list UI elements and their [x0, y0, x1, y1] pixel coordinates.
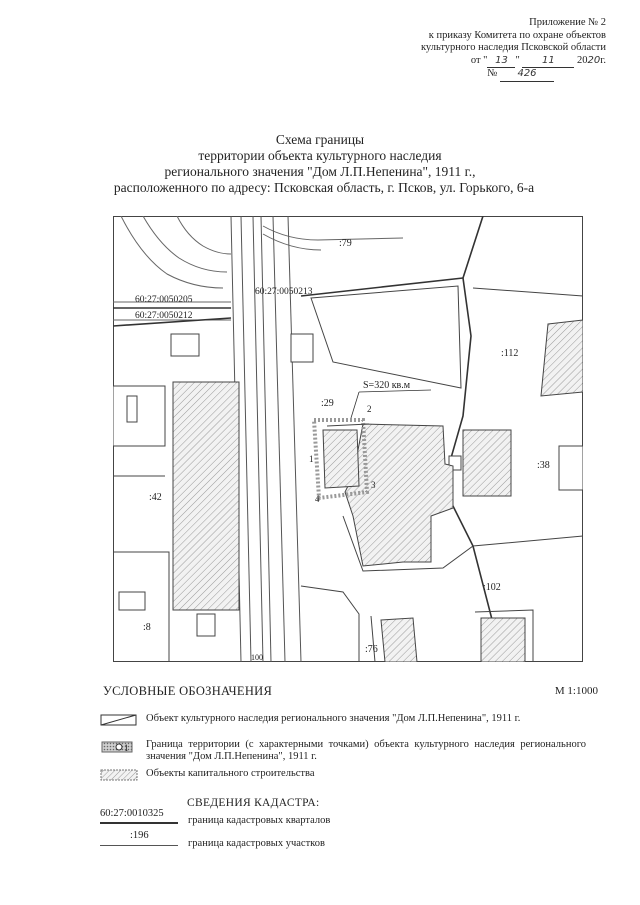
date-day: 13 [487, 55, 515, 69]
date-year: 20 [587, 54, 601, 66]
cadastre-quarter-line [100, 822, 178, 824]
parcel-79: :79 [339, 238, 352, 249]
cadastre-quarter-sample: 60:27:0010325 [100, 808, 164, 819]
date-year-suffix: г. [600, 54, 606, 66]
cadastre-parcel-sample: :196 [130, 830, 149, 841]
heading-line-3: регионального значения "Дом Л.П.Непенина", 1911 г., [164, 164, 476, 179]
point-label-2: 2 [367, 404, 372, 414]
legend-capital-construction-text: Объекты капитального строительства [146, 768, 315, 779]
parcel-8: :8 [143, 622, 151, 633]
cadastre-parcel-text: граница кадастровых участков [188, 838, 325, 849]
number-prefix: № [487, 68, 498, 79]
scheme-heading [0, 132, 640, 196]
parcel-102: :102 [483, 582, 501, 593]
appendix-committee-line: культурного наследия Псковской области [420, 42, 606, 53]
point-label-3: 3 [371, 480, 376, 490]
cadastre-quarter-text: граница кадастровых кварталов [188, 815, 331, 826]
legend-item-heritage-object [100, 713, 590, 727]
area-label: S=320 кв.м [363, 380, 411, 391]
appendix-date [366, 55, 606, 69]
cadastre-title: СВЕДЕНИЯ КАДАСТРА: [187, 797, 320, 809]
point-label-4: 4 [315, 494, 320, 504]
appendix-number [366, 68, 606, 82]
parcel-76: :76 [365, 644, 378, 655]
date-month: 11 [522, 55, 574, 69]
legend-territory-boundary-text: Граница территории (с характерными точками) объекта культурного наследия регионального значения "Дом Л.П.Непенина", 1911 г. [146, 739, 586, 762]
quarter-label-0050205: 60:27:0050205 [135, 295, 193, 305]
heritage-object-symbol [100, 713, 138, 727]
cadastre-parcel-line [100, 845, 178, 846]
date-year-prefix: 20 [577, 54, 588, 66]
quarter-label-0050212: 60:27:0050212 [135, 311, 193, 321]
heading-line-4: расположенного по адресу: Псковская область, г. Псков, ул. Горького, 6-а [113, 180, 535, 195]
parcel-38: :38 [537, 460, 550, 471]
parcel-112: :112 [501, 348, 519, 359]
number-value: 426 [500, 68, 554, 82]
date-mid: " [515, 54, 520, 66]
heritage-building [323, 430, 359, 488]
appendix-header [366, 17, 606, 82]
legend-title: УСЛОВНЫЕ ОБОЗНАЧЕНИЯ [103, 684, 273, 698]
quarter-label-0050213: 60:27:0050213 [255, 287, 313, 297]
point-label-1: 1 [309, 454, 314, 464]
boundary-map [113, 216, 583, 662]
legend-heritage-object-text: Объект культурного наследия регионального значения "Дом Л.П.Непенина", 1911 г. [146, 713, 521, 724]
parcel-29: :29 [321, 398, 334, 409]
territory-boundary-symbol [100, 739, 140, 755]
heading-line-2: территории объекта культурного наследия [198, 148, 442, 163]
appendix-title: Приложение № 2 [529, 17, 606, 28]
map-scale: М 1:1000 [554, 685, 598, 697]
parcel-42: :42 [149, 492, 162, 503]
legend-item-territory-boundary [100, 739, 590, 765]
legend-point-number: 1 [124, 743, 129, 753]
heading-line-1: Схема границы [275, 132, 365, 147]
appendix-order-line: к приказу Комитета по охране объектов [428, 29, 606, 41]
edge-label: 100 [251, 653, 263, 662]
legend-item-capital-construction [100, 768, 590, 782]
capital-construction-symbol [100, 768, 138, 782]
date-prefix: от " [470, 54, 488, 66]
